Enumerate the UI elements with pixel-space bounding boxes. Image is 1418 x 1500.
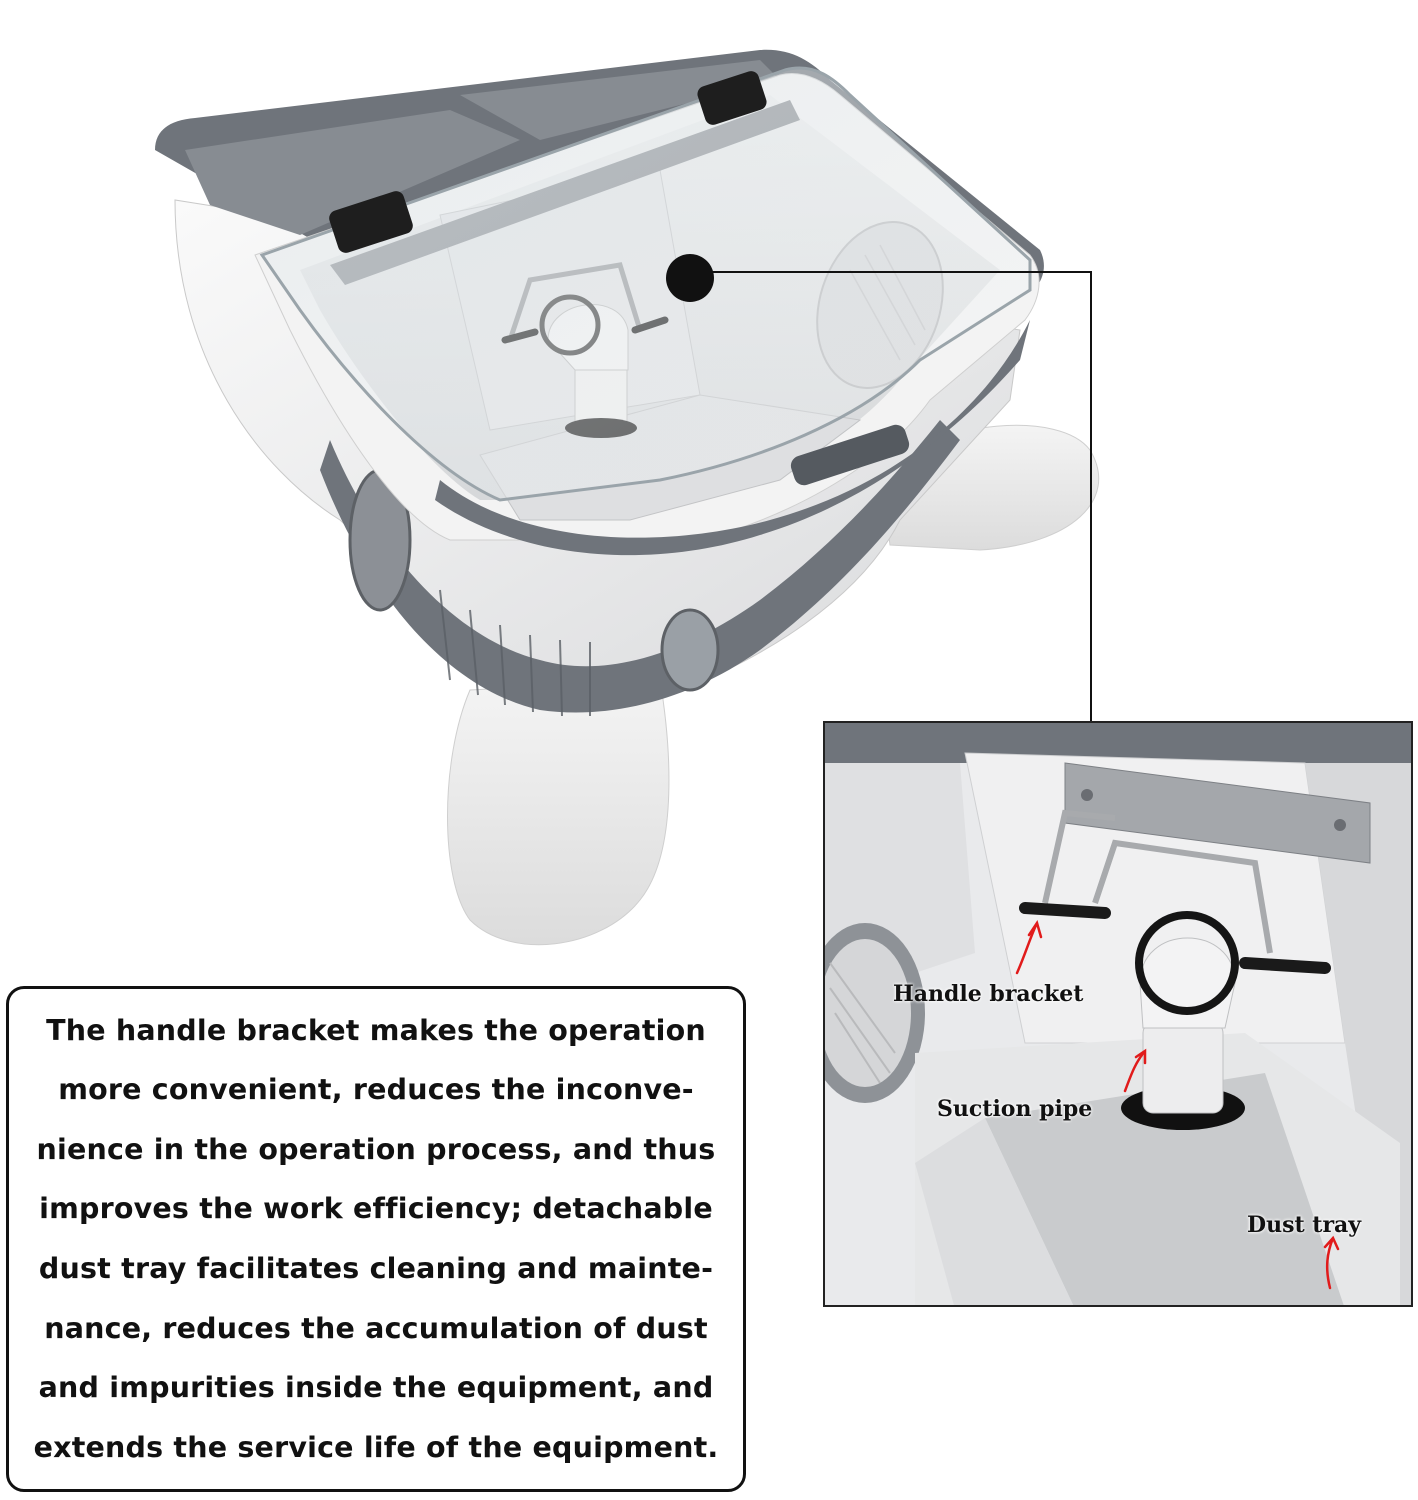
description-line: The handle bracket makes the operation <box>46 1013 706 1047</box>
description-line: dust tray facilitates cleaning and mainte- <box>38 1252 714 1285</box>
description-text <box>6 1001 747 1478</box>
description-line: extends the service life of the equipment. <box>33 1430 719 1464</box>
suction-pipe-label: Suction pipe <box>937 1096 1093 1122</box>
detail-inset-photo <box>823 721 1413 1307</box>
front-side-window <box>662 610 718 690</box>
description-line: improves the work efficiency; detachable <box>39 1192 713 1226</box>
description-line: more convenient, reduces the inconve- <box>58 1073 694 1107</box>
front-left-foot <box>448 680 669 945</box>
dust-tray-label: Dust tray <box>1247 1212 1362 1238</box>
description-line: nance, reduces the accumulation of dust <box>44 1311 708 1345</box>
callout-marker-dot <box>666 254 714 302</box>
description-box <box>6 986 746 1492</box>
description-line: and impurities inside the equipment, and <box>38 1371 714 1405</box>
handle-bracket-label: Handle bracket <box>893 981 1084 1007</box>
description-line: nience in the operation process, and thus <box>36 1132 716 1166</box>
